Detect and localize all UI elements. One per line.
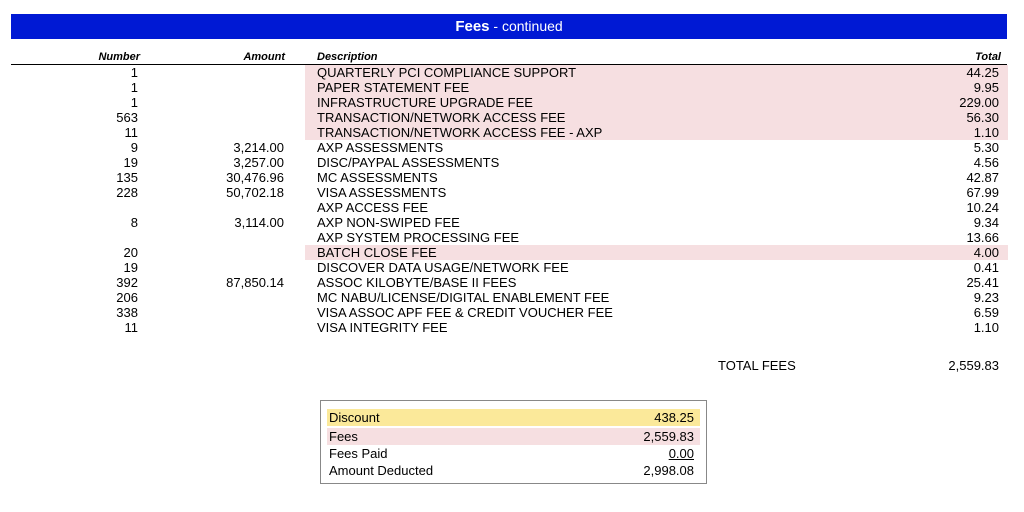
fee-row-number: 206 xyxy=(116,290,138,305)
fee-row-description: DISCOVER DATA USAGE/NETWORK FEE xyxy=(317,260,569,275)
fee-row-description: VISA ASSOC APF FEE & CREDIT VOUCHER FEE xyxy=(317,305,613,320)
fee-row-description: AXP ASSESSMENTS xyxy=(317,140,444,155)
fee-row-total: 25.41 xyxy=(966,275,999,290)
fee-row-total: 67.99 xyxy=(966,185,999,200)
fee-row xyxy=(0,80,1024,95)
fee-row-number: 20 xyxy=(123,245,138,260)
fee-row xyxy=(0,290,1024,305)
fee-row-description: QUARTERLY PCI COMPLIANCE SUPPORT xyxy=(317,65,577,80)
fee-row xyxy=(0,185,1024,200)
fee-row-total: 4.56 xyxy=(973,155,999,170)
fee-row-total: 1.10 xyxy=(973,320,999,335)
fee-row xyxy=(0,200,1024,215)
fee-row-description: VISA ASSESSMENTS xyxy=(317,185,447,200)
fee-row xyxy=(0,275,1024,290)
fee-row-description: MC NABU/LICENSE/DIGITAL ENABLEMENT FEE xyxy=(317,290,610,305)
fee-row-number: 338 xyxy=(116,305,138,320)
fee-row-amount: 87,850.14 xyxy=(226,275,284,290)
fee-row xyxy=(0,110,1024,125)
column-header-total: Total xyxy=(975,51,1001,63)
fee-row-total: 44.25 xyxy=(966,65,999,80)
total-fees-value: 2,559.83 xyxy=(948,358,999,373)
fee-row-number: 135 xyxy=(116,170,138,185)
fee-row-total: 9.95 xyxy=(973,80,999,95)
fee-row-number: 11 xyxy=(124,125,138,140)
fee-row-total: 4.00 xyxy=(973,245,999,260)
summary-box xyxy=(320,400,707,484)
fee-row xyxy=(0,305,1024,320)
section-header-bar xyxy=(11,14,1007,39)
fee-row-total: 10.24 xyxy=(966,200,999,215)
fee-row-total: 6.59 xyxy=(973,305,999,320)
summary-amount-deducted-row xyxy=(327,462,700,479)
section-title: Fees xyxy=(455,18,490,35)
fee-row xyxy=(0,65,1024,80)
fee-row-number: 19 xyxy=(123,155,138,170)
column-header-amount: Amount xyxy=(243,51,285,63)
fee-row-number: 1 xyxy=(130,65,138,80)
summary-fees-paid-row xyxy=(327,445,700,462)
fee-row-total: 0.41 xyxy=(973,260,999,275)
fee-row xyxy=(0,140,1024,155)
fee-row-description: AXP ACCESS FEE xyxy=(317,200,429,215)
fee-row-total: 42.87 xyxy=(966,170,999,185)
summary-discount-row xyxy=(327,409,700,426)
fee-row-description: DISC/PAYPAL ASSESSMENTS xyxy=(317,155,500,170)
summary-fees-paid-label: Fees Paid xyxy=(329,446,388,461)
fee-row xyxy=(0,155,1024,170)
fee-row-amount: 3,114.00 xyxy=(234,215,284,230)
fee-row xyxy=(0,95,1024,110)
fee-row-total: 9.34 xyxy=(973,215,999,230)
fee-row xyxy=(0,245,1024,260)
fee-row-number: 9 xyxy=(130,140,138,155)
summary-fees-paid-value: 0.00 xyxy=(668,446,694,461)
fee-row-description: MC ASSESSMENTS xyxy=(317,170,438,185)
fee-row-description: VISA INTEGRITY FEE xyxy=(317,320,448,335)
summary-amount-deducted-value: 2,998.08 xyxy=(643,463,694,478)
fee-row-description: TRANSACTION/NETWORK ACCESS FEE - AXP xyxy=(317,125,603,140)
fee-row-description: ASSOC KILOBYTE/BASE II FEES xyxy=(317,275,517,290)
fee-row-number: 1 xyxy=(130,95,138,110)
fee-row-total: 5.30 xyxy=(973,140,999,155)
column-header-number: Number xyxy=(98,51,140,63)
fee-row-number: 8 xyxy=(130,215,138,230)
fee-row-description: AXP SYSTEM PROCESSING FEE xyxy=(317,230,520,245)
fee-row-number: 228 xyxy=(116,185,138,200)
fee-row-total: 229.00 xyxy=(959,95,999,110)
summary-fees-value: 2,559.83 xyxy=(643,429,694,444)
fee-row-amount: 3,214.00 xyxy=(233,140,284,155)
section-subtitle: - continued xyxy=(489,18,563,34)
fee-row-number: 19 xyxy=(123,260,138,275)
fees-table xyxy=(0,65,1024,335)
fee-row xyxy=(0,170,1024,185)
column-header-description: Description xyxy=(317,51,378,63)
fee-row xyxy=(0,320,1024,335)
fee-row-amount: 50,702.18 xyxy=(226,185,284,200)
summary-discount-value: 438.25 xyxy=(654,410,694,425)
fee-row-number: 563 xyxy=(116,110,138,125)
fee-row-number: 392 xyxy=(116,275,138,290)
fee-row-number: 11 xyxy=(124,320,138,335)
fee-row xyxy=(0,230,1024,245)
summary-amount-deducted-label: Amount Deducted xyxy=(329,463,434,478)
fee-row-number: 1 xyxy=(130,80,138,95)
summary-fees-row xyxy=(327,428,700,445)
fee-row-total: 13.66 xyxy=(966,230,999,245)
fee-row-amount: 3,257.00 xyxy=(233,155,284,170)
fee-row-total: 9.23 xyxy=(973,290,999,305)
fee-row-total: 1.10 xyxy=(973,125,999,140)
fee-row-total: 56.30 xyxy=(966,110,999,125)
summary-discount-label: Discount xyxy=(329,410,380,425)
fee-row-description: BATCH CLOSE FEE xyxy=(317,245,437,260)
fee-row-amount: 30,476.96 xyxy=(226,170,284,185)
fee-row xyxy=(0,215,1024,230)
summary-fees-label: Fees xyxy=(329,429,358,444)
fee-row xyxy=(0,125,1024,140)
total-fees-label: TOTAL FEES xyxy=(718,358,796,373)
fee-row-description: INFRASTRUCTURE UPGRADE FEE xyxy=(317,95,533,110)
fee-row xyxy=(0,260,1024,275)
fee-row-description: TRANSACTION/NETWORK ACCESS FEE xyxy=(317,110,566,125)
fee-row-description: AXP NON-SWIPED FEE xyxy=(317,215,460,230)
fee-row-description: PAPER STATEMENT FEE xyxy=(317,80,470,95)
